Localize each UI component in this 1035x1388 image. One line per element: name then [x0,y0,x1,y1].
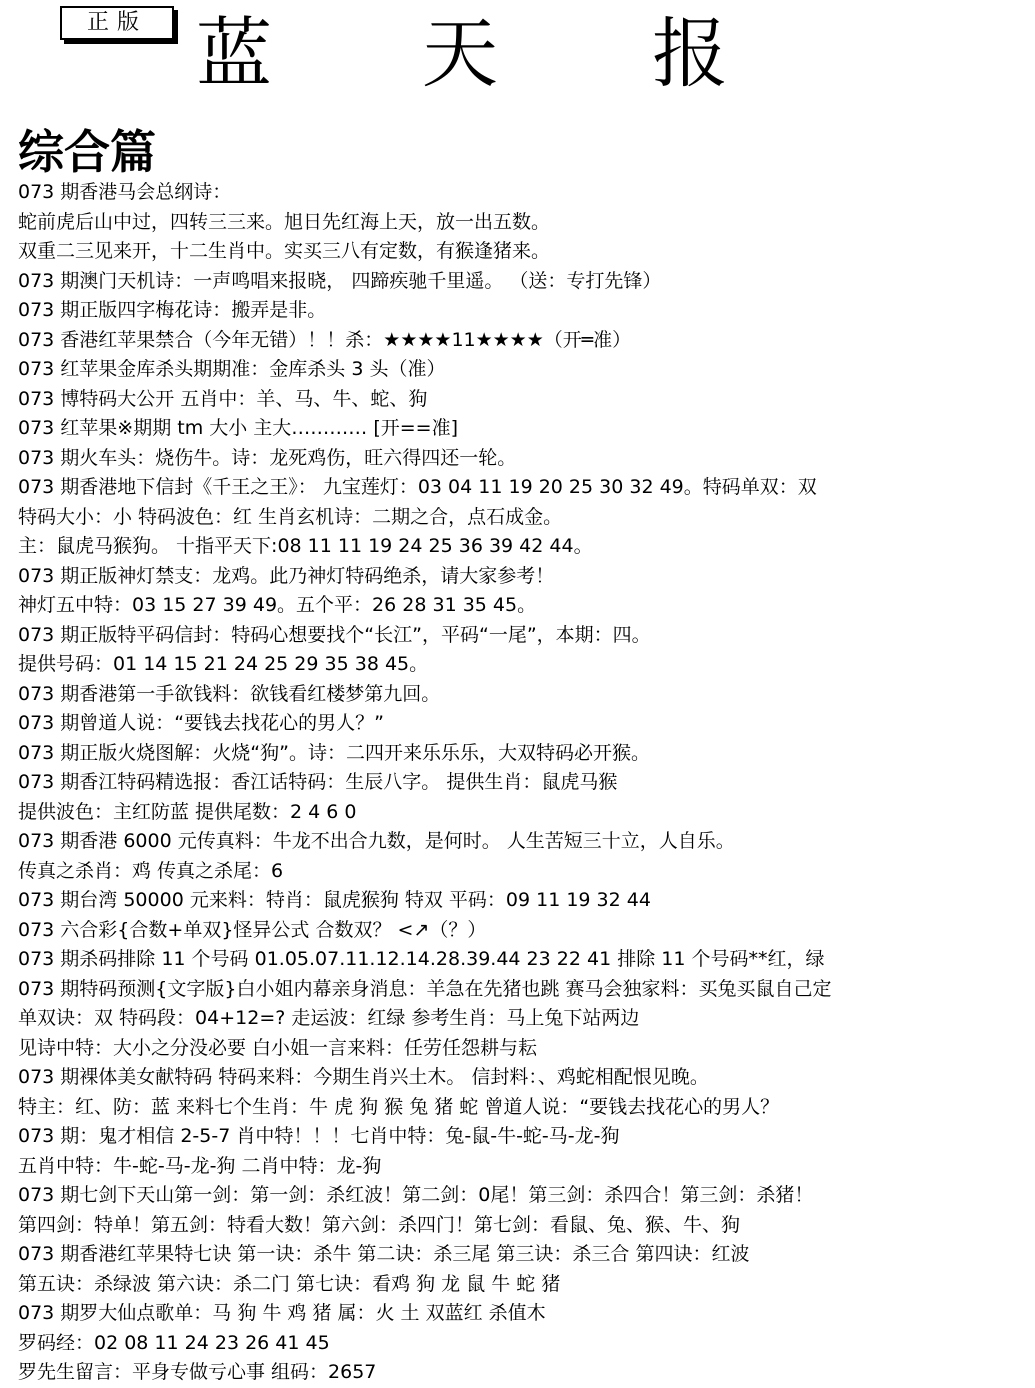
text-line: 罗先生留言：平身专做亏心事 组码：2657 [18,1361,377,1383]
text-line: 罗码经：02 08 11 24 23 26 41 45 [18,1331,330,1354]
text-line: 073 红苹果金库杀头期期准：金库杀头 3 头（准） [18,358,446,380]
masthead-char-3: 报 [652,9,728,98]
text-line: 073 期香江特码精选报：香江话特码：生辰八字。 提供生肖：鼠虎马猴 [18,771,618,793]
text-line: 073 期香港 6000 元传真料：牛龙不出合九数，是何时。 人生苦短三十立，人自乐。 [18,830,735,852]
text-line: 073 期香港地下信封《千王之王》： 九宝莲灯：03 04 11 19 20 25 30 32 49。特码单双：双 [18,476,817,498]
text-line: 特码大小：小 特码波色：红 生肖玄机诗：二期之合，点石成金。 [18,505,563,528]
content-lines [18,178,1028,1388]
text-line: 073 期正版神灯禁支：龙鸡。此乃神灯特码绝杀，请大家参考！ [18,564,555,587]
text-line: 073 博特码大公开 五肖中：羊、马、牛、蛇、狗 [18,387,428,410]
text-line: 073 期火车头：烧伤牛。诗：龙死鸡伤，旺六得四还一轮。 [18,446,517,469]
text-line: 073 期杀码排除 11 个号码 01.05.07.11.12.14.28.39.44 23 22 41 排除 11 个号码**红，绿 [18,948,825,970]
text-line: 双重二三见来开，十二生肖中。实买三八有定数，有猴逢猪来。 [18,240,551,262]
text-line: 单双诀：双 特码段：04+12=? 走运波：红绿 参考生肖：马上兔下站两边 [18,1007,640,1029]
text-line: 073 期澳门天机诗：一声鸣唱来报晓， 四蹄疾驰千里遥。 （送：专打先锋） [18,269,662,292]
text-line: 蛇前虎后山中过，四转三三来。旭日先红海上天，放一出五数。 [18,210,551,233]
masthead-char-2: 天 [422,9,498,98]
text-line: 073 期正版特平码信封：特码心想要找个“长江”，平码“一尾”，本期：四。 [18,623,651,646]
text-line: 特主：红、防：蓝 来料七个生肖：牛 虎 狗 猴 兔 猪 蛇 曾道人说：“要钱去找花心的男人？ [18,1095,780,1118]
text-line: 073 期香港第一手欲钱料：欲钱看红楼梦第九回。 [18,682,441,705]
authentic-edition-badge: 正版 [60,6,174,40]
text-line: 073 香港红苹果禁合（今年无错）！！杀：★★★★11★★★★（开═准） [18,328,632,351]
text-line: 073 期香港红苹果特七诀 第一诀：杀牛 第二诀：杀三尾 第三诀：杀三合 第四诀：红波 [18,1243,750,1265]
masthead-char-1: 蓝 [196,9,272,98]
text-line: 第五诀：杀绿波 第六诀：杀二门 第七诀：看鸡 狗 龙 鼠 牛 蛇 猪 [18,1272,561,1295]
text-line: 073 期七剑下天山第一剑：第一剑：杀红波！第二剑：0尾！第三剑：杀四合！第三剑：杀猪！ [18,1184,814,1206]
text-line: 073 期曾道人说：“要钱去找花心的男人？” [18,712,384,734]
text-line: 第四剑：特单！第五剑：特看大数！第六剑：杀四门！第七剑：看鼠、兔、猴、牛、狗 [18,1213,741,1236]
text-line: 073 期特码预测{文字版}白小姐内幕亲身消息：羊急在先猪也跳 赛马会独家料：买兔买鼠自己定 [18,977,832,1000]
text-line: 主：鼠虎马猴狗。 十指平天下:08 11 11 19 24 25 36 39 42 44。 [18,535,593,557]
text-line: 提供波色：主红防蓝 提供尾数：2 4 6 0 [18,800,357,823]
text-line: 073 期正版火烧图解：火烧“狗”。诗：二四开来乐乐乐，大双特码必开猴。 [18,741,650,764]
text-line: 073 红苹果※期期 tm 大小 主大………… [开==准] [18,417,459,439]
text-line: 073 期裸体美女献特码 特码来料：今期生肖兴土木。 信封料：、鸡蛇相配恨见晚。 [18,1066,709,1088]
text-line: 神灯五中特：03 15 27 39 49。五个平：26 28 31 35 45。 [18,594,537,616]
text-line: 073 期台湾 50000 元来料：特肖：鼠虎猴狗 特双 平码：09 11 19 32 44 [18,889,651,911]
text-line: 073 六合彩{合数+单双}怪异公式 合数双？ <↗（？） [18,918,487,941]
text-line: 提供号码：01 14 15 21 24 25 29 35 38 45。 [18,653,429,675]
text-line: 073 期罗大仙点歌单：马 狗 牛 鸡 猪 属：火 土 双蓝红 杀值木 [18,1302,546,1324]
text-line: 073 期香港马会总纲诗： [18,181,232,203]
text-line: 073 期：鬼才相信 2-5-7 肖中特！！！七肖中特：兔-鼠-牛-蛇-马-龙-狗 [18,1125,620,1147]
text-line: 传真之杀肖：鸡 传真之杀尾：6 [18,859,284,882]
section-title: 综合篇 [18,125,156,179]
text-line: 五肖中特：牛-蛇-马-龙-狗 二肖中特：龙-狗 [18,1154,382,1177]
text-line: 见诗中特：大小之分没必要 白小姐一言来料：任劳任怨耕与耘 [18,1036,538,1059]
text-line: 073 期正版四字梅花诗：搬弄是非。 [18,299,327,321]
